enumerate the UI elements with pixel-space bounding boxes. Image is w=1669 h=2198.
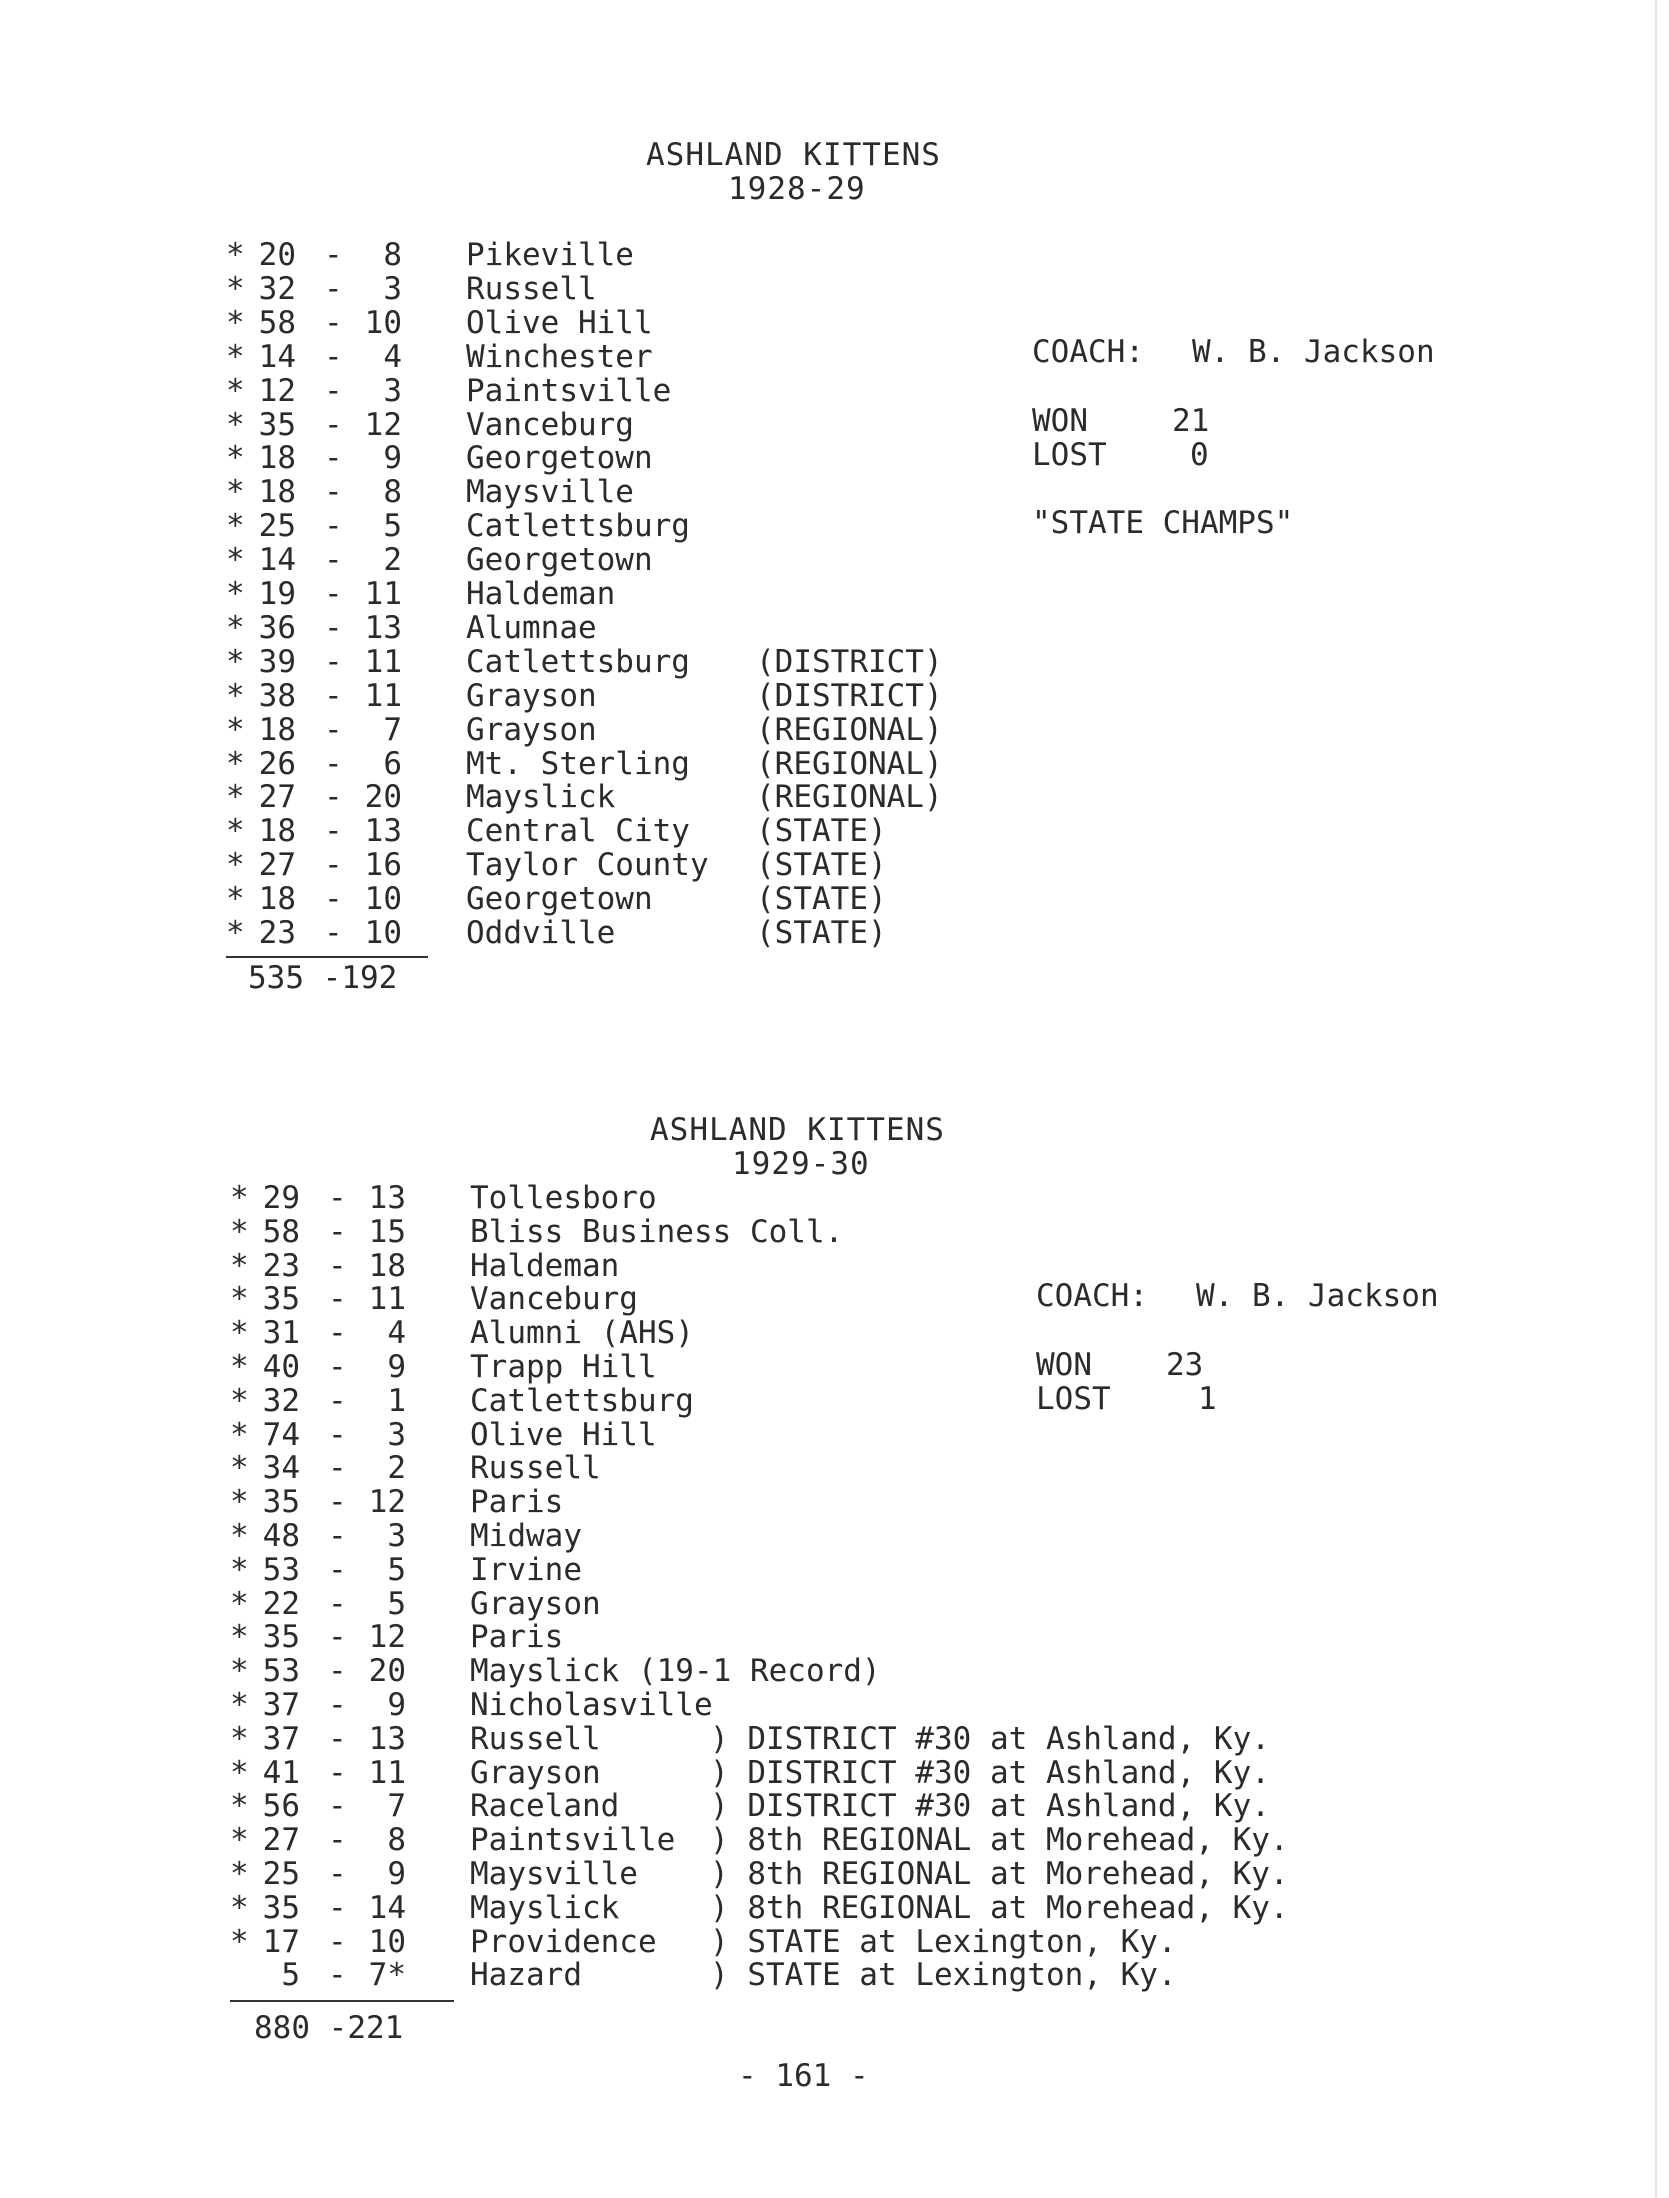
win-marker: * <box>226 745 245 782</box>
score-dash: - <box>328 1281 347 1318</box>
score-dash: - <box>328 1518 347 1554</box>
score-against: 6 <box>383 745 402 782</box>
win-marker: * <box>230 1349 249 1385</box>
opponent-name: Pikeville <box>466 237 634 273</box>
score-dash: - <box>324 406 343 443</box>
win-marker: * <box>226 609 245 646</box>
score-dash: - <box>328 1382 347 1419</box>
score-against: 8 <box>387 1822 406 1859</box>
win-marker: * <box>226 338 245 375</box>
opponent-name: Mayslick <box>466 779 616 816</box>
score-against: 10 <box>364 304 402 341</box>
win-marker: * <box>230 1585 249 1622</box>
section2-lost-label: LOST <box>1036 1381 1111 1417</box>
score-for: 35 <box>258 406 296 443</box>
score-for: 32 <box>262 1382 300 1419</box>
win-marker: * <box>226 304 245 341</box>
win-marker: * <box>230 1551 249 1588</box>
score-against: 3 <box>387 1416 406 1453</box>
win-marker: * <box>230 1754 249 1791</box>
game-note: ) DISTRICT #30 at Ashland, Ky. <box>710 1720 1270 1757</box>
score-against: 9 <box>387 1687 406 1723</box>
score-for: 32 <box>258 270 296 307</box>
score-for: 20 <box>258 237 296 273</box>
score-for: 19 <box>258 576 296 612</box>
score-against: 12 <box>368 1619 406 1656</box>
score-dash: - <box>324 881 343 918</box>
opponent-name: Vanceburg <box>466 406 634 443</box>
score-dash: - <box>328 1585 347 1622</box>
opponent-name: Hazard <box>470 1957 582 1994</box>
opponent-name: Tollesboro <box>470 1180 657 1216</box>
win-marker: * <box>226 881 245 918</box>
score-against: 5 <box>387 1551 406 1588</box>
score-for: 40 <box>262 1349 300 1385</box>
score-dash: - <box>328 1957 347 1994</box>
game-note: (DISTRICT) <box>756 677 943 714</box>
score-against: 4 <box>383 338 402 375</box>
score-against: 11 <box>368 1281 406 1318</box>
score-for: 18 <box>258 813 296 850</box>
opponent-name: Nicholasville <box>470 1687 713 1723</box>
win-marker: * <box>226 847 245 884</box>
score-dash: - <box>328 1619 347 1656</box>
win-marker: * <box>230 1923 249 1960</box>
score-against: 7 <box>387 1788 406 1825</box>
section2-won-label: WON <box>1036 1347 1092 1383</box>
score-for: 25 <box>258 508 296 545</box>
game-note: ) 8th REGIONAL at Morehead, Ky. <box>710 1856 1289 1892</box>
score-for: 53 <box>262 1551 300 1588</box>
win-marker: * <box>230 1213 249 1250</box>
opponent-name: Midway <box>470 1518 582 1554</box>
score-against: 20 <box>364 779 402 816</box>
section1-total-rule <box>226 956 428 958</box>
score-against: 10 <box>364 881 402 918</box>
opponent-name: Grayson <box>470 1754 601 1791</box>
opponent-name: Catlettsburg <box>470 1382 694 1419</box>
win-marker: * <box>230 1382 249 1419</box>
opponent-name: Russell <box>470 1720 601 1757</box>
section1-lost-label: LOST <box>1032 437 1107 473</box>
opponent-name: Paintsville <box>470 1822 676 1859</box>
score-dash: - <box>324 779 343 816</box>
score-for: 58 <box>262 1213 300 1250</box>
game-note: ) DISTRICT #30 at Ashland, Ky. <box>710 1788 1270 1825</box>
score-dash: - <box>328 1180 347 1216</box>
score-for: 23 <box>262 1247 300 1284</box>
score-against: 13 <box>364 609 402 646</box>
win-marker: * <box>226 711 245 748</box>
page-edge-shadow <box>1655 0 1657 2198</box>
win-marker: * <box>230 1247 249 1284</box>
opponent-name: Russell <box>466 270 597 307</box>
opponent-name: Alumni (AHS) <box>470 1315 694 1352</box>
score-for: 34 <box>262 1450 300 1487</box>
score-against: 12 <box>368 1484 406 1521</box>
opponent-name: Central City <box>466 813 690 850</box>
opponent-name: Maysville <box>470 1856 638 1892</box>
section2-coach-label: COACH: <box>1036 1278 1148 1314</box>
section1-game-list <box>226 238 986 958</box>
opponent-name: Grayson <box>470 1585 601 1622</box>
score-against: 13 <box>368 1180 406 1216</box>
score-for: 36 <box>258 609 296 646</box>
game-note: (DISTRICT) <box>756 643 943 680</box>
win-marker: * <box>226 542 245 579</box>
win-marker: * <box>230 1416 249 1453</box>
opponent-name: Alumnae <box>466 609 597 646</box>
opponent-name: Vanceburg <box>470 1281 638 1318</box>
game-note: (STATE) <box>756 881 887 918</box>
game-note: (REGIONAL) <box>756 711 943 748</box>
score-for: 12 <box>258 372 296 409</box>
opponent-name: Haldeman <box>466 576 616 612</box>
win-marker: * <box>230 1518 249 1554</box>
score-dash: - <box>324 677 343 714</box>
win-marker: * <box>230 1619 249 1656</box>
score-dash: - <box>324 338 343 375</box>
score-against: 3 <box>383 270 402 307</box>
win-marker: * <box>230 1281 249 1318</box>
opponent-name: Paintsville <box>466 372 672 409</box>
game-note: ) 8th REGIONAL at Morehead, Ky. <box>710 1822 1289 1859</box>
score-against: 7* <box>368 1957 406 1994</box>
score-dash: - <box>328 1450 347 1487</box>
game-note: ) DISTRICT #30 at Ashland, Ky. <box>710 1754 1270 1791</box>
score-dash: - <box>324 609 343 646</box>
score-against: 2 <box>387 1450 406 1487</box>
score-dash: - <box>328 1247 347 1284</box>
opponent-name: Olive Hill <box>466 304 653 341</box>
opponent-name: Taylor County <box>466 847 709 884</box>
score-dash: - <box>328 1822 347 1859</box>
score-dash: - <box>324 372 343 409</box>
opponent-name: Irvine <box>470 1551 582 1588</box>
game-note: ) STATE at Lexington, Ky. <box>710 1923 1177 1960</box>
section1-lost-value: 0 <box>1190 437 1209 473</box>
section1-coach-label: COACH: <box>1032 334 1144 370</box>
score-dash: - <box>328 1889 347 1926</box>
score-dash: - <box>328 1720 347 1757</box>
section1-won-label: WON <box>1032 403 1088 439</box>
score-against: 5 <box>383 508 402 545</box>
opponent-name: Paris <box>470 1619 564 1656</box>
score-dash: - <box>324 813 343 850</box>
win-marker: * <box>226 677 245 714</box>
section2-coach-name: W. B. Jackson <box>1196 1278 1439 1314</box>
score-against: 7 <box>383 711 402 748</box>
score-dash: - <box>324 711 343 748</box>
win-marker: * <box>230 1484 249 1521</box>
score-dash: - <box>328 1416 347 1453</box>
score-against: 3 <box>387 1518 406 1554</box>
opponent-name: Catlettsburg <box>466 643 690 680</box>
win-marker: * <box>230 1450 249 1487</box>
win-marker: * <box>226 779 245 816</box>
score-against: 13 <box>368 1720 406 1757</box>
score-against: 14 <box>368 1889 406 1926</box>
section1-won-value: 21 <box>1172 403 1210 439</box>
score-for: 74 <box>262 1416 300 1453</box>
section2-total: 880 -221 <box>254 2010 404 2046</box>
score-against: 10 <box>368 1923 406 1960</box>
score-dash: - <box>324 745 343 782</box>
opponent-name: Winchester <box>466 338 653 375</box>
score-for: 27 <box>258 779 296 816</box>
game-note: (STATE) <box>756 847 887 884</box>
score-for: 17 <box>262 1923 300 1960</box>
score-dash: - <box>328 1856 347 1892</box>
score-against: 8 <box>383 474 402 511</box>
win-marker: * <box>230 1720 249 1757</box>
game-note: ) 8th REGIONAL at Morehead, Ky. <box>710 1889 1289 1926</box>
score-for: 48 <box>262 1518 300 1554</box>
score-for: 18 <box>258 474 296 511</box>
score-for: 22 <box>262 1585 300 1622</box>
opponent-name: Russell <box>470 1450 601 1487</box>
score-against: 13 <box>364 813 402 850</box>
score-dash: - <box>324 643 343 680</box>
score-for: 35 <box>262 1281 300 1318</box>
score-dash: - <box>324 576 343 612</box>
score-against: 11 <box>364 677 402 714</box>
score-dash: - <box>328 1349 347 1385</box>
section1-total: 535 -192 <box>248 960 398 996</box>
section2-season: 1929-30 <box>732 1146 870 1182</box>
score-for: 41 <box>262 1754 300 1791</box>
section2-total-rule <box>230 2000 454 2002</box>
score-against: 9 <box>383 440 402 477</box>
win-marker: * <box>226 643 245 680</box>
score-for: 14 <box>258 338 296 375</box>
score-for: 14 <box>258 542 296 579</box>
game-note: (STATE) <box>756 813 887 850</box>
section2-lost-value: 1 <box>1198 1381 1217 1417</box>
win-marker: * <box>230 1889 249 1926</box>
score-against: 12 <box>364 406 402 443</box>
section2-title: ASHLAND KITTENS <box>650 1112 945 1148</box>
section1-note: "STATE CHAMPS" <box>1032 505 1294 541</box>
score-against: 11 <box>364 643 402 680</box>
score-against: 10 <box>364 915 402 951</box>
win-marker: * <box>230 1180 249 1216</box>
score-dash: - <box>328 1653 347 1690</box>
score-against: 8 <box>383 237 402 273</box>
game-note: (REGIONAL) <box>756 779 943 816</box>
score-for: 58 <box>258 304 296 341</box>
opponent-name: Georgetown <box>466 542 653 579</box>
score-for: 35 <box>262 1619 300 1656</box>
score-against: 1 <box>387 1382 406 1419</box>
win-marker: * <box>230 1653 249 1690</box>
score-against: 18 <box>368 1247 406 1284</box>
score-for: 38 <box>258 677 296 714</box>
opponent-name: Haldeman <box>470 1247 620 1284</box>
score-for: 5 <box>281 1957 300 1994</box>
opponent-name: Bliss Business Coll. <box>470 1213 844 1250</box>
win-marker: * <box>226 406 245 443</box>
score-against: 15 <box>368 1213 406 1250</box>
score-for: 37 <box>262 1687 300 1723</box>
score-dash: - <box>328 1923 347 1960</box>
score-for: 29 <box>262 1180 300 1216</box>
win-marker: * <box>226 508 245 545</box>
opponent-name: Georgetown <box>466 440 653 477</box>
opponent-name: Maysville <box>466 474 634 511</box>
score-dash: - <box>324 847 343 884</box>
opponent-name: Providence <box>470 1923 657 1960</box>
section1-season: 1928-29 <box>728 171 866 207</box>
score-dash: - <box>324 440 343 477</box>
win-marker: * <box>226 440 245 477</box>
score-against: 2 <box>383 542 402 579</box>
score-dash: - <box>324 304 343 341</box>
section1-title: ASHLAND KITTENS <box>646 137 941 173</box>
opponent-name: Grayson <box>466 711 597 748</box>
win-marker: * <box>226 474 245 511</box>
opponent-name: Raceland <box>470 1788 620 1825</box>
score-against: 11 <box>364 576 402 612</box>
opponent-name: Trapp Hill <box>470 1349 657 1385</box>
score-dash: - <box>324 542 343 579</box>
score-dash: - <box>328 1315 347 1352</box>
score-dash: - <box>328 1687 347 1723</box>
score-for: 39 <box>258 643 296 680</box>
score-for: 23 <box>258 915 296 951</box>
score-against: 11 <box>368 1754 406 1791</box>
score-dash: - <box>324 237 343 273</box>
game-note: ) STATE at Lexington, Ky. <box>710 1957 1177 1994</box>
score-against: 9 <box>387 1856 406 1892</box>
win-marker: * <box>226 372 245 409</box>
section2-won-value: 23 <box>1166 1347 1204 1383</box>
score-dash: - <box>328 1551 347 1588</box>
score-for: 31 <box>262 1315 300 1352</box>
opponent-name: Mt. Sterling <box>466 745 690 782</box>
score-against: 9 <box>387 1349 406 1385</box>
score-dash: - <box>328 1484 347 1521</box>
score-for: 18 <box>258 711 296 748</box>
score-for: 56 <box>262 1788 300 1825</box>
score-for: 18 <box>258 440 296 477</box>
win-marker: * <box>230 1687 249 1723</box>
win-marker: * <box>226 576 245 612</box>
game-note: (REGIONAL) <box>756 745 943 782</box>
win-marker: * <box>230 1856 249 1892</box>
score-for: 26 <box>258 745 296 782</box>
win-marker: * <box>226 237 245 273</box>
score-against: 4 <box>387 1315 406 1352</box>
score-dash: - <box>324 915 343 951</box>
score-dash: - <box>328 1213 347 1250</box>
score-for: 35 <box>262 1889 300 1926</box>
score-for: 27 <box>258 847 296 884</box>
score-against: 20 <box>368 1653 406 1690</box>
score-dash: - <box>324 270 343 307</box>
opponent-name: Paris <box>470 1484 564 1521</box>
score-for: 18 <box>258 881 296 918</box>
win-marker: * <box>226 270 245 307</box>
score-for: 25 <box>262 1856 300 1892</box>
score-for: 35 <box>262 1484 300 1521</box>
opponent-name: Grayson <box>466 677 597 714</box>
opponent-name: Catlettsburg <box>466 508 690 545</box>
opponent-name: Olive Hill <box>470 1416 657 1453</box>
opponent-name: Mayslick (19-1 Record) <box>470 1653 881 1690</box>
opponent-name: Georgetown <box>466 881 653 918</box>
game-note: (STATE) <box>756 915 887 951</box>
opponent-name: Mayslick <box>470 1889 620 1926</box>
win-marker: * <box>226 915 245 951</box>
score-dash: - <box>328 1754 347 1791</box>
win-marker: * <box>226 813 245 850</box>
opponent-name: Oddville <box>466 915 616 951</box>
win-marker: * <box>230 1788 249 1825</box>
score-dash: - <box>328 1788 347 1825</box>
score-for: 37 <box>262 1720 300 1757</box>
win-marker: * <box>230 1315 249 1352</box>
page-number: - 161 - <box>738 2058 869 2094</box>
score-against: 16 <box>364 847 402 884</box>
score-dash: - <box>324 508 343 545</box>
section1-coach-name: W. B. Jackson <box>1192 334 1435 370</box>
score-dash: - <box>324 474 343 511</box>
score-for: 27 <box>262 1822 300 1859</box>
win-marker: * <box>230 1822 249 1859</box>
score-against: 3 <box>383 372 402 409</box>
score-for: 53 <box>262 1653 300 1690</box>
score-against: 5 <box>387 1585 406 1622</box>
